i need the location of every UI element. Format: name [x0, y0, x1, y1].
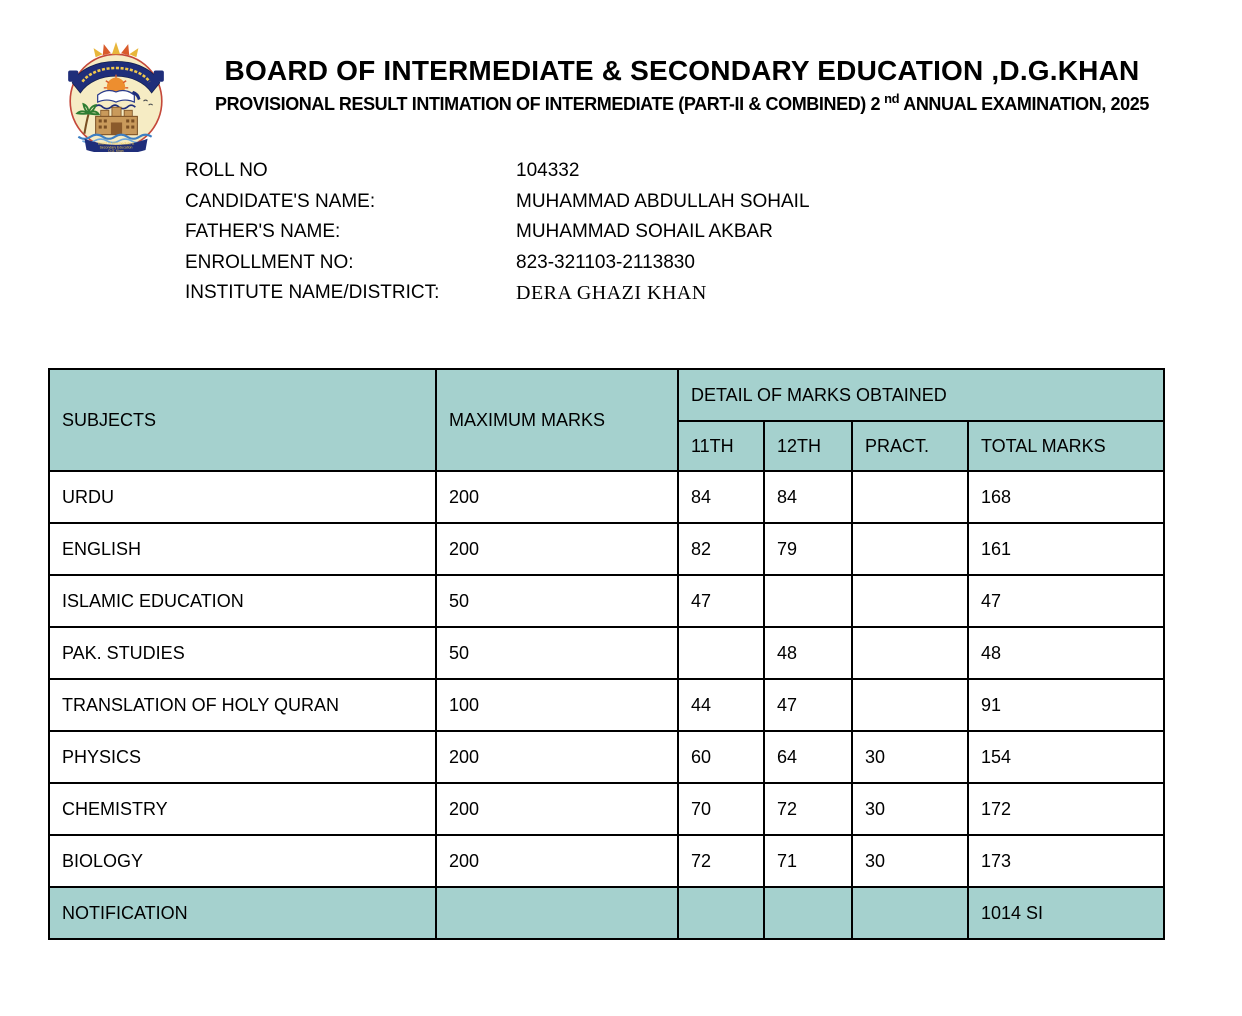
max-marks-cell: 200 [436, 471, 678, 523]
subtitle-prefix: PROVISIONAL RESULT INTIMATION OF INTERMEDIATE (PART-II & COMBINED) 2 [214, 94, 881, 114]
notification-12th-cell [764, 887, 852, 939]
board-title: BOARD OF INTERMEDIATE & SECONDARY EDUCATION ,D.G.KHAN [224, 55, 1140, 86]
total-cell: 172 [968, 783, 1164, 835]
marks-table [48, 368, 1165, 940]
enrollment-no-value: 823-321103-2113830 [516, 251, 695, 273]
max-marks-cell: 200 [436, 523, 678, 575]
marks-11th-cell: 60 [678, 731, 764, 783]
logo-ribbon-text-1: Board of Intermediate & [97, 141, 135, 146]
subject-cell: URDU [49, 471, 436, 523]
subtitle-suffix: ANNUAL EXAMINATION, 2025 [903, 94, 1149, 114]
max-marks-cell: 100 [436, 679, 678, 731]
marks-12th-cell: 84 [764, 471, 852, 523]
pract-cell [852, 627, 968, 679]
marks-11th-cell: 44 [678, 679, 764, 731]
marks-11th-cell [678, 627, 764, 679]
subject-cell: TRANSLATION OF HOLY QURAN [49, 679, 436, 731]
father-name-value: MUHAMMAD SOHAIL AKBAR [516, 221, 773, 243]
table-row-notification [49, 887, 1164, 939]
notification-label-cell: NOTIFICATION [49, 887, 436, 939]
pract-cell [852, 575, 968, 627]
pract-cell: 30 [852, 783, 968, 835]
subject-cell: ENGLISH [49, 523, 436, 575]
marks-11th-cell: 70 [678, 783, 764, 835]
max-marks-cell: 200 [436, 835, 678, 887]
total-cell: 168 [968, 471, 1164, 523]
pract-column-header: PRACT. [852, 421, 968, 471]
subtitle-ordinal-superscript: nd [884, 91, 900, 106]
enrollment-no-label: ENROLLMENT NO: [185, 251, 354, 273]
table-row-translation-holy-quran [49, 679, 1164, 731]
subject-cell: PAK. STUDIES [49, 627, 436, 679]
detail-row-roll-no [185, 156, 945, 187]
father-name-label: FATHER'S NAME: [185, 221, 341, 243]
marks-12th-cell: 72 [764, 783, 852, 835]
max-marks-cell: 50 [436, 575, 678, 627]
candidate-name-value: MUHAMMAD ABDULLAH SOHAIL [516, 190, 810, 212]
maximum-marks-column-header: MAXIMUM MARKS [436, 369, 678, 471]
detail-row-institute [185, 278, 945, 309]
roll-no-value: 104332 [516, 160, 580, 182]
marks-12th-cell [764, 575, 852, 627]
institute-label: INSTITUTE NAME/DISTRICT: [185, 282, 440, 304]
max-marks-cell: 200 [436, 783, 678, 835]
pract-cell [852, 523, 968, 575]
pract-cell [852, 471, 968, 523]
notification-11th-cell [678, 887, 764, 939]
subject-cell: PHYSICS [49, 731, 436, 783]
table-row-english [49, 523, 1164, 575]
subject-cell: CHEMISTRY [49, 783, 436, 835]
detail-row-enrollment-no [185, 248, 945, 279]
table-header-row-1 [49, 369, 1164, 421]
total-marks-column-header: TOTAL MARKS [968, 421, 1164, 471]
candidate-name-label: CANDIDATE'S NAME: [185, 190, 376, 212]
logo-ribbon-text-3: D.G. Khan [108, 149, 124, 152]
marks-12th-cell: 48 [764, 627, 852, 679]
subject-cell: ISLAMIC EDUCATION [49, 575, 436, 627]
marks-11th-cell: 84 [678, 471, 764, 523]
detail-row-father-name [185, 217, 945, 248]
institute-value: DERA GHAZI KHAN [516, 281, 707, 304]
table-row-urdu [49, 471, 1164, 523]
table-row-islamic-education [49, 575, 1164, 627]
marks-12th-cell: 47 [764, 679, 852, 731]
marks-12th-cell: 64 [764, 731, 852, 783]
detail-of-marks-group-header: DETAIL OF MARKS OBTAINED [678, 369, 1164, 421]
notification-total-cell: 1014 SI [968, 887, 1164, 939]
table-row-pak-studies [49, 627, 1164, 679]
marks-12th-cell: 71 [764, 835, 852, 887]
total-cell: 173 [968, 835, 1164, 887]
total-cell: 91 [968, 679, 1164, 731]
table-row-chemistry [49, 783, 1164, 835]
marks-11th-cell: 82 [678, 523, 764, 575]
pract-cell [852, 679, 968, 731]
total-cell: 48 [968, 627, 1164, 679]
12th-column-header: 12TH [764, 421, 852, 471]
marks-11th-cell: 47 [678, 575, 764, 627]
marks-12th-cell: 79 [764, 523, 852, 575]
subjects-column-header: SUBJECTS [49, 369, 436, 471]
notification-max-cell [436, 887, 678, 939]
total-cell: 154 [968, 731, 1164, 783]
header-title-block [122, 55, 1242, 115]
table-row-physics [49, 731, 1164, 783]
total-cell: 161 [968, 523, 1164, 575]
pract-cell: 30 [852, 835, 968, 887]
notification-pract-cell [852, 887, 968, 939]
total-cell: 47 [968, 575, 1164, 627]
pract-cell: 30 [852, 731, 968, 783]
result-subtitle [122, 91, 1242, 115]
marks-11th-cell: 72 [678, 835, 764, 887]
candidate-details [185, 156, 945, 309]
detail-row-candidate-name [185, 187, 945, 218]
max-marks-cell: 200 [436, 731, 678, 783]
11th-column-header: 11TH [678, 421, 764, 471]
subject-cell: BIOLOGY [49, 835, 436, 887]
max-marks-cell: 50 [436, 627, 678, 679]
roll-no-label: ROLL NO [185, 160, 268, 182]
logo-ribbon-text-2: Secondary Education [99, 145, 133, 150]
table-row-biology [49, 835, 1164, 887]
